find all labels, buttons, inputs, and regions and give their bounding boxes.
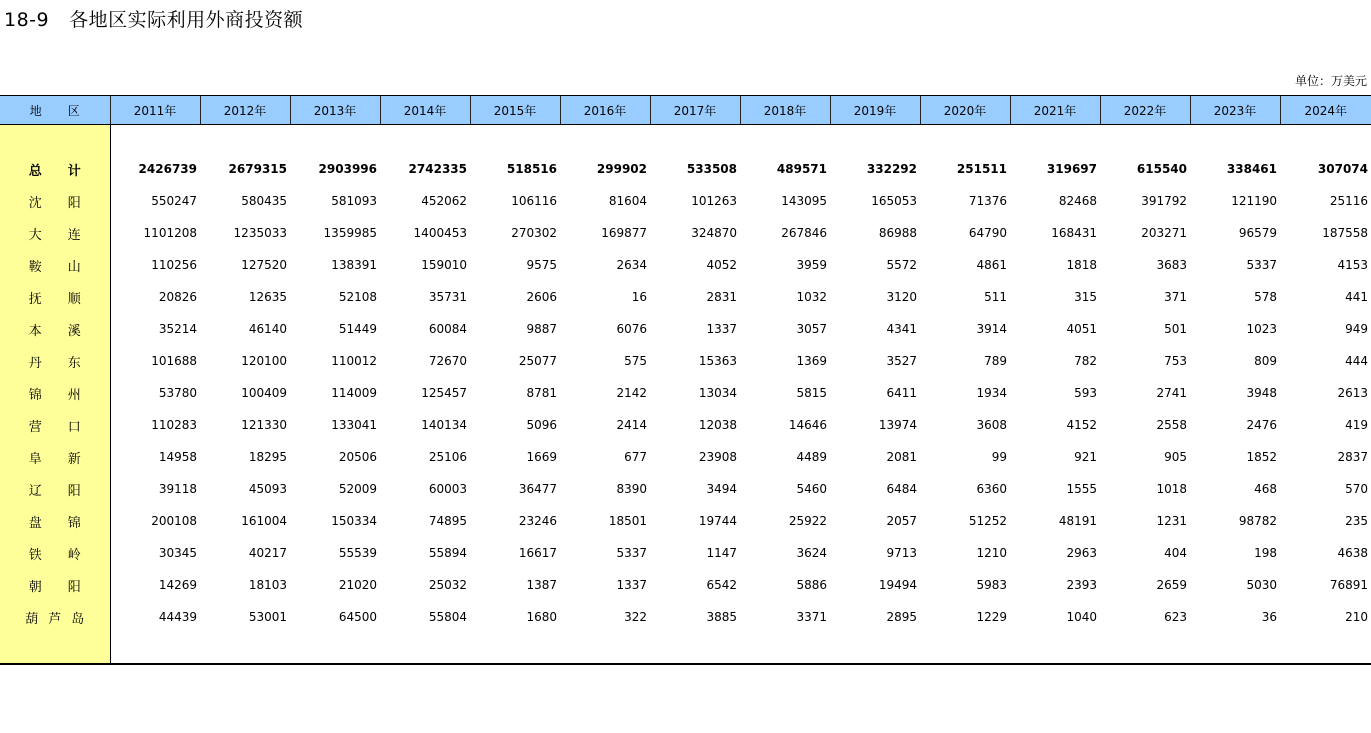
header-row (0, 96, 1371, 125)
value-cell: 1147 (706, 546, 737, 560)
value-cell-empty (1100, 125, 1190, 154)
region-name: 阜新 (0, 441, 110, 473)
value-cell: 2659 (1156, 578, 1187, 592)
value-cell: 5815 (796, 386, 827, 400)
value-cell: 72670 (428, 354, 467, 368)
table-row (0, 249, 1371, 281)
value-cell: 6484 (886, 482, 917, 496)
value-cell: 299902 (596, 162, 647, 176)
value-cell: 71376 (968, 194, 1007, 208)
column-header-region: 地区 (0, 96, 110, 125)
value-cell: 19744 (698, 514, 737, 528)
page-title (4, 5, 303, 32)
value-cell: 1101208 (143, 226, 197, 240)
value-cell: 593 (1074, 386, 1097, 400)
value-cell: 48191 (1058, 514, 1097, 528)
value-cell: 404 (1164, 546, 1187, 560)
value-cell: 60084 (428, 322, 467, 336)
value-cell: 9887 (526, 322, 557, 336)
value-cell: 2558 (1156, 418, 1187, 432)
value-cell: 165053 (871, 194, 917, 208)
value-cell: 809 (1254, 354, 1277, 368)
value-cell: 133041 (331, 418, 377, 432)
region-name: 鞍山 (0, 249, 110, 281)
region-name: 抚顺 (0, 281, 110, 313)
value-cell: 18501 (608, 514, 647, 528)
value-cell: 2081 (886, 450, 917, 464)
value-cell: 19494 (878, 578, 917, 592)
value-cell: 16617 (518, 546, 557, 560)
value-cell: 127520 (241, 258, 287, 272)
value-cell: 114009 (331, 386, 377, 400)
value-cell: 110012 (331, 354, 377, 368)
value-cell: 1018 (1156, 482, 1187, 496)
value-cell: 5886 (796, 578, 827, 592)
value-cell: 4861 (976, 258, 1007, 272)
region-name: 沈阳 (0, 185, 110, 217)
value-cell: 949 (1345, 322, 1368, 336)
region-name: 铁岭 (0, 537, 110, 569)
value-cell: 81604 (608, 194, 647, 208)
column-header-year: 2024年 (1280, 96, 1371, 125)
column-header-year: 2016年 (560, 96, 650, 125)
value-cell: 125457 (421, 386, 467, 400)
value-cell: 1337 (616, 578, 647, 592)
value-cell: 1231 (1156, 514, 1187, 528)
value-cell-empty (650, 633, 740, 664)
value-cell: 5030 (1246, 578, 1277, 592)
value-cell: 4341 (886, 322, 917, 336)
region-name: 本溪 (0, 313, 110, 345)
value-cell: 169877 (601, 226, 647, 240)
table-row (0, 313, 1371, 345)
value-cell: 4052 (706, 258, 737, 272)
value-cell: 36477 (518, 482, 557, 496)
column-header-year: 2017年 (650, 96, 740, 125)
value-cell: 1852 (1246, 450, 1277, 464)
column-header-year: 2021年 (1010, 96, 1100, 125)
value-cell: 2426739 (138, 162, 197, 176)
value-cell: 1400453 (413, 226, 467, 240)
value-cell: 3914 (976, 322, 1007, 336)
table-number: 18-9 (4, 9, 50, 31)
value-cell: 3885 (706, 610, 737, 624)
value-cell: 25077 (518, 354, 557, 368)
value-cell-empty (110, 125, 200, 154)
value-cell: 2613 (1337, 386, 1368, 400)
value-cell: 570 (1345, 482, 1368, 496)
value-cell: 2634 (616, 258, 647, 272)
value-cell: 55894 (428, 546, 467, 560)
value-cell: 1040 (1066, 610, 1097, 624)
value-cell: 76891 (1329, 578, 1368, 592)
value-cell: 101688 (151, 354, 197, 368)
value-cell: 8781 (526, 386, 557, 400)
value-cell: 4638 (1337, 546, 1368, 560)
table-row (0, 217, 1371, 249)
value-cell-empty (110, 633, 200, 664)
value-cell: 51449 (338, 322, 377, 336)
value-cell: 441 (1345, 290, 1368, 304)
table-row (0, 185, 1371, 217)
value-cell: 14958 (158, 450, 197, 464)
column-header-year: 2013年 (290, 96, 380, 125)
value-cell: 25106 (428, 450, 467, 464)
value-cell: 8390 (616, 482, 647, 496)
value-cell: 6542 (706, 578, 737, 592)
column-header-year: 2019年 (830, 96, 920, 125)
value-cell: 52108 (338, 290, 377, 304)
value-cell-empty (830, 633, 920, 664)
value-cell: 444 (1345, 354, 1368, 368)
region-name: 总计 (0, 153, 110, 185)
value-cell-empty (200, 633, 290, 664)
value-cell: 9713 (886, 546, 917, 560)
value-cell: 270302 (511, 226, 557, 240)
value-cell: 5460 (796, 482, 827, 496)
value-cell: 53780 (158, 386, 197, 400)
value-cell: 2393 (1066, 578, 1097, 592)
value-cell: 203271 (1141, 226, 1187, 240)
value-cell: 5096 (526, 418, 557, 432)
value-cell: 121330 (241, 418, 287, 432)
table-row (0, 473, 1371, 505)
value-cell: 489571 (776, 162, 827, 176)
value-cell: 13034 (698, 386, 737, 400)
value-cell-empty (290, 633, 380, 664)
value-cell: 251511 (956, 162, 1007, 176)
value-cell: 198 (1254, 546, 1277, 560)
value-cell: 921 (1074, 450, 1097, 464)
value-cell: 3120 (886, 290, 917, 304)
value-cell: 1369 (796, 354, 827, 368)
value-cell: 2963 (1066, 546, 1097, 560)
value-cell: 2837 (1337, 450, 1368, 464)
value-cell: 322 (624, 610, 647, 624)
value-cell: 1387 (526, 578, 557, 592)
value-cell: 307074 (1317, 162, 1368, 176)
table-row (0, 345, 1371, 377)
value-cell: 1229 (976, 610, 1007, 624)
value-cell: 1337 (706, 322, 737, 336)
value-cell: 580435 (241, 194, 287, 208)
value-cell: 60003 (428, 482, 467, 496)
value-cell: 5337 (616, 546, 647, 560)
value-cell: 905 (1164, 450, 1187, 464)
value-cell: 518516 (506, 162, 557, 176)
value-cell: 1235033 (233, 226, 287, 240)
value-cell-empty (290, 125, 380, 154)
value-cell: 753 (1164, 354, 1187, 368)
value-cell: 74895 (428, 514, 467, 528)
value-cell: 575 (624, 354, 647, 368)
value-cell: 789 (984, 354, 1007, 368)
value-cell: 110283 (151, 418, 197, 432)
value-cell: 5983 (976, 578, 1007, 592)
value-cell: 13974 (878, 418, 917, 432)
column-header-year: 2011年 (110, 96, 200, 125)
region-name: 朝阳 (0, 569, 110, 601)
value-cell: 3624 (796, 546, 827, 560)
value-cell: 315 (1074, 290, 1097, 304)
value-cell: 550247 (151, 194, 197, 208)
value-cell: 2606 (526, 290, 557, 304)
data-table (0, 95, 1371, 665)
value-cell: 1023 (1246, 322, 1277, 336)
table-body (0, 125, 1371, 665)
value-cell: 468 (1254, 482, 1277, 496)
value-cell: 25116 (1329, 194, 1368, 208)
value-cell: 40217 (248, 546, 287, 560)
value-cell: 235 (1345, 514, 1368, 528)
value-cell: 55804 (428, 610, 467, 624)
value-cell: 623 (1164, 610, 1187, 624)
table-row (0, 537, 1371, 569)
value-cell: 267846 (781, 226, 827, 240)
value-cell-empty (560, 125, 650, 154)
value-cell: 35731 (428, 290, 467, 304)
value-cell: 23246 (518, 514, 557, 528)
value-cell: 20826 (158, 290, 197, 304)
value-cell: 12038 (698, 418, 737, 432)
value-cell: 4489 (796, 450, 827, 464)
table-row (0, 377, 1371, 409)
value-cell: 159010 (421, 258, 467, 272)
value-cell: 3371 (796, 610, 827, 624)
value-cell: 6076 (616, 322, 647, 336)
column-header-year: 2022年 (1100, 96, 1190, 125)
value-cell: 615540 (1136, 162, 1187, 176)
value-cell: 511 (984, 290, 1007, 304)
region-name: 大连 (0, 217, 110, 249)
value-cell: 45093 (248, 482, 287, 496)
value-cell: 1818 (1066, 258, 1097, 272)
region-cell-empty (0, 633, 110, 664)
value-cell-empty (470, 125, 560, 154)
value-cell-empty (560, 633, 650, 664)
value-cell-empty (1010, 125, 1100, 154)
value-cell: 581093 (331, 194, 377, 208)
value-cell: 96579 (1238, 226, 1277, 240)
unit-label: 单位：万美元 (1294, 74, 1367, 88)
value-cell: 99 (991, 450, 1007, 464)
value-cell: 25922 (788, 514, 827, 528)
column-header-year: 2015年 (470, 96, 560, 125)
value-cell: 150334 (331, 514, 377, 528)
value-cell: 1210 (976, 546, 1007, 560)
value-cell: 52009 (338, 482, 377, 496)
value-cell-empty (470, 633, 560, 664)
value-cell: 452062 (421, 194, 467, 208)
region-name: 盘锦 (0, 505, 110, 537)
value-cell: 44439 (158, 610, 197, 624)
value-cell: 324870 (691, 226, 737, 240)
value-cell: 2903996 (318, 162, 377, 176)
value-cell: 5337 (1246, 258, 1277, 272)
table-row (0, 281, 1371, 313)
value-cell: 1680 (526, 610, 557, 624)
value-cell: 2679315 (228, 162, 287, 176)
value-cell: 1032 (796, 290, 827, 304)
value-cell: 3608 (976, 418, 1007, 432)
value-cell: 138391 (331, 258, 377, 272)
value-cell: 1669 (526, 450, 557, 464)
value-cell: 2895 (886, 610, 917, 624)
value-cell: 3959 (796, 258, 827, 272)
value-cell: 210 (1345, 610, 1368, 624)
value-cell: 187558 (1322, 226, 1368, 240)
value-cell: 6360 (976, 482, 1007, 496)
value-cell: 578 (1254, 290, 1277, 304)
value-cell: 6411 (886, 386, 917, 400)
value-cell: 51252 (968, 514, 1007, 528)
value-cell: 2831 (706, 290, 737, 304)
total-row (0, 153, 1371, 185)
value-cell: 36 (1261, 610, 1277, 624)
column-header-year: 2014年 (380, 96, 470, 125)
value-cell: 64500 (338, 610, 377, 624)
value-cell: 53001 (248, 610, 287, 624)
value-cell: 9575 (526, 258, 557, 272)
value-cell: 25032 (428, 578, 467, 592)
value-cell-empty (1190, 125, 1280, 154)
value-cell: 3494 (706, 482, 737, 496)
value-cell: 35214 (158, 322, 197, 336)
value-cell-empty (740, 633, 830, 664)
value-cell: 4051 (1066, 322, 1097, 336)
value-cell: 1934 (976, 386, 1007, 400)
value-cell: 2476 (1246, 418, 1277, 432)
value-cell: 332292 (866, 162, 917, 176)
value-cell: 64790 (968, 226, 1007, 240)
value-cell-empty (920, 633, 1010, 664)
value-cell: 200108 (151, 514, 197, 528)
value-cell: 106116 (511, 194, 557, 208)
value-cell: 101263 (691, 194, 737, 208)
value-cell: 3527 (886, 354, 917, 368)
value-cell-empty (380, 633, 470, 664)
value-cell: 16 (631, 290, 647, 304)
value-cell: 419 (1345, 418, 1368, 432)
spacer-row (0, 125, 1371, 154)
table-row (0, 409, 1371, 441)
value-cell: 4152 (1066, 418, 1097, 432)
value-cell: 782 (1074, 354, 1097, 368)
value-cell: 1359985 (323, 226, 377, 240)
value-cell: 391792 (1141, 194, 1187, 208)
value-cell: 2142 (616, 386, 647, 400)
value-cell: 338461 (1226, 162, 1277, 176)
value-cell: 20506 (338, 450, 377, 464)
table-row (0, 569, 1371, 601)
column-header-year: 2020年 (920, 96, 1010, 125)
value-cell: 21020 (338, 578, 377, 592)
value-cell: 2414 (616, 418, 647, 432)
value-cell: 2741 (1156, 386, 1187, 400)
region-name: 锦州 (0, 377, 110, 409)
value-cell: 15363 (698, 354, 737, 368)
value-cell: 18103 (248, 578, 287, 592)
value-cell: 46140 (248, 322, 287, 336)
value-cell: 14269 (158, 578, 197, 592)
value-cell: 3683 (1156, 258, 1187, 272)
value-cell: 319697 (1046, 162, 1097, 176)
value-cell: 14646 (788, 418, 827, 432)
value-cell: 86988 (878, 226, 917, 240)
value-cell: 1555 (1066, 482, 1097, 496)
value-cell: 168431 (1051, 226, 1097, 240)
value-cell: 120100 (241, 354, 287, 368)
table-row (0, 601, 1371, 633)
region-cell-empty (0, 125, 110, 154)
value-cell-empty (830, 125, 920, 154)
value-cell: 4153 (1337, 258, 1368, 272)
value-cell: 2057 (886, 514, 917, 528)
value-cell-empty (1100, 633, 1190, 664)
table-title: 各地区实际利用外商投资额 (69, 9, 304, 31)
region-name: 丹东 (0, 345, 110, 377)
bottom-row (0, 633, 1371, 664)
column-header-year: 2018年 (740, 96, 830, 125)
value-cell-empty (1190, 633, 1280, 664)
value-cell-empty (1280, 633, 1371, 664)
value-cell: 143095 (781, 194, 827, 208)
value-cell-empty (1010, 633, 1100, 664)
value-cell: 110256 (151, 258, 197, 272)
value-cell: 39118 (158, 482, 197, 496)
value-cell: 18295 (248, 450, 287, 464)
value-cell-empty (920, 125, 1010, 154)
value-cell: 5572 (886, 258, 917, 272)
value-cell: 121190 (1231, 194, 1277, 208)
value-cell-empty (740, 125, 830, 154)
value-cell: 2742335 (408, 162, 467, 176)
value-cell: 82468 (1058, 194, 1097, 208)
value-cell: 98782 (1238, 514, 1277, 528)
value-cell: 30345 (158, 546, 197, 560)
value-cell-empty (650, 125, 740, 154)
region-name: 辽阳 (0, 473, 110, 505)
value-cell-empty (200, 125, 290, 154)
column-header-year: 2023年 (1190, 96, 1280, 125)
value-cell: 140134 (421, 418, 467, 432)
value-cell: 501 (1164, 322, 1187, 336)
value-cell-empty (380, 125, 470, 154)
value-cell: 371 (1164, 290, 1187, 304)
value-cell: 12635 (248, 290, 287, 304)
value-cell: 161004 (241, 514, 287, 528)
region-name: 葫芦岛 (0, 601, 110, 633)
region-name: 营口 (0, 409, 110, 441)
table-row (0, 505, 1371, 537)
value-cell: 3948 (1246, 386, 1277, 400)
value-cell: 55539 (338, 546, 377, 560)
value-cell: 23908 (698, 450, 737, 464)
value-cell: 3057 (796, 322, 827, 336)
value-cell-empty (1280, 125, 1371, 154)
value-cell: 100409 (241, 386, 287, 400)
value-cell: 677 (624, 450, 647, 464)
value-cell: 533508 (686, 162, 737, 176)
table-row (0, 441, 1371, 473)
column-header-year: 2012年 (200, 96, 290, 125)
